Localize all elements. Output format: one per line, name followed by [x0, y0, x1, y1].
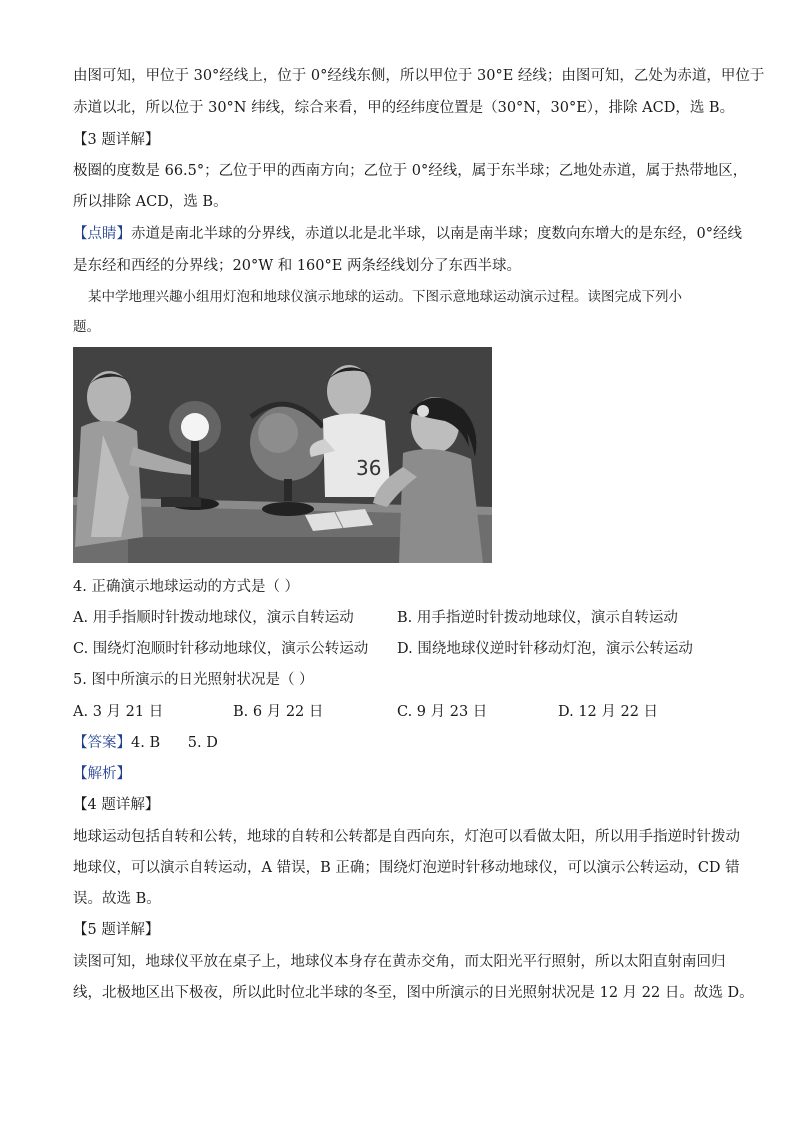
- section-heading-5: 【5 题详解】: [73, 922, 160, 938]
- q5-stem: 5. 图中所演示的日光照射状况是（ ）: [73, 672, 314, 688]
- text-line: 赤道以北，所以位于 30°N 纬线，综合来看，甲的经纬度位置是（30°N，30°E），排除 ACD，选 B。: [73, 100, 735, 116]
- dianjing-label: 【点睛】: [73, 226, 131, 242]
- q4-stem: 4. 正确演示地球运动的方式是（ ）: [73, 579, 300, 595]
- text-line: 读图可知，地球仪平放在桌子上，地球仪本身存在黄赤交角，而太阳光平行照射，所以太阳直射南回归: [73, 954, 726, 970]
- text-line: 是东经和西经的分界线；20°W 和 160°E 两条经线划分了东西半球。: [73, 258, 521, 274]
- q5-option-a: A. 3 月 21 日: [73, 704, 164, 720]
- answer-line: [73, 733, 218, 753]
- intro-line: 题。: [73, 319, 100, 335]
- q4-option-a: A. 用手指顺时针拨动地球仪，演示自转运动: [73, 610, 354, 626]
- svg-text:36: 36: [356, 456, 382, 480]
- text-line: 线，北极地区出下极夜，所以此时位北半球的冬至，图中所演示的日光照射状况是 12 月 22 日。故选 D。: [73, 985, 754, 1001]
- q5-option-c: C. 9 月 23 日: [397, 704, 488, 720]
- text-line: 地球仪，可以演示自转运动，A 错误，B 正确；围绕灯泡逆时针移动地球仪，可以演示公转运动，CD 错: [73, 860, 740, 876]
- q4-option-b: B. 用手指逆时针拨动地球仪，演示自转运动: [397, 610, 678, 626]
- text-line: 由图可知，甲位于 30°经线上，位于 0°经线东侧，所以甲位于 30°E 经线；由图可知，乙处为赤道，甲位于: [73, 68, 765, 84]
- section-heading-4: 【4 题详解】: [73, 797, 160, 813]
- section-heading-3: 【3 题详解】: [73, 132, 160, 148]
- text-line: 极圈的度数是 66.5°；乙位于甲的西南方向；乙位于 0°经线，属于东半球；乙地处赤道，属于热带地区，: [73, 163, 748, 179]
- text-line: 误。故选 B。: [73, 891, 161, 907]
- answer-label: 【答案】: [73, 735, 131, 751]
- dianjing-text: 赤道是南北半球的分界线，赤道以北是北半球，以南是南半球；度数向东增大的是东经，0°经线: [131, 226, 742, 242]
- dianjing-paragraph: [73, 224, 742, 244]
- intro-line: 某中学地理兴趣小组用灯泡和地球仪演示地球的运动。下图示意地球运动演示过程。读图完成下列小: [88, 289, 682, 305]
- answer-text: 4. B 5. D: [131, 735, 218, 751]
- analysis-label: 【解析】: [73, 766, 131, 782]
- q4-option-c: C. 围绕灯泡顺时针移动地球仪，演示公转运动: [73, 641, 369, 657]
- text-line: 地球运动包括自转和公转，地球的自转和公转都是自西向东，灯泡可以看做太阳，所以用手指逆时针拨动: [73, 829, 740, 845]
- globe-lamp-illustration: [73, 347, 492, 563]
- q5-option-b: B. 6 月 22 日: [233, 704, 324, 720]
- q5-option-d: D. 12 月 22 日: [558, 704, 659, 720]
- q4-option-d: D. 围绕地球仪逆时针移动灯泡，演示公转运动: [397, 641, 693, 657]
- text-line: 所以排除 ACD，选 B。: [73, 194, 228, 210]
